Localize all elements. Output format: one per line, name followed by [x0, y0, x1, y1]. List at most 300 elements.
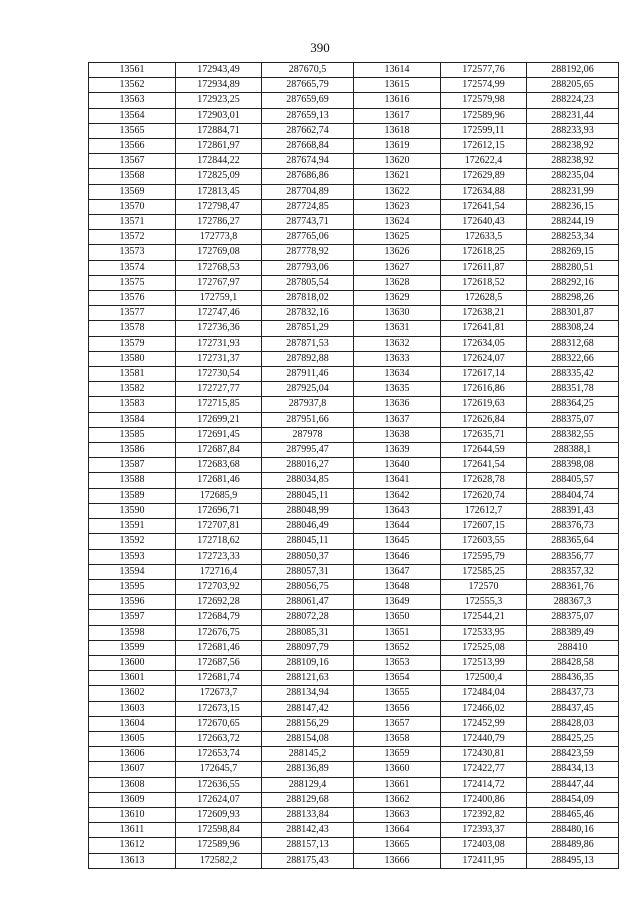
table-row	[89, 671, 619, 686]
table-cell-y-coordinate: 288388,1	[527, 443, 619, 458]
table-cell-x-coordinate: 172676,75	[176, 625, 262, 640]
table-row	[89, 534, 619, 549]
table-row	[89, 473, 619, 488]
table-cell-x-coordinate: 172609,93	[176, 807, 262, 822]
table-cell-point-number: 13662	[354, 792, 441, 807]
table-cell-x-coordinate: 172641,54	[441, 458, 527, 473]
table-cell-point-number: 13623	[354, 199, 441, 214]
table-cell-x-coordinate: 172638,21	[441, 306, 527, 321]
table-cell-x-coordinate: 172411,95	[441, 853, 527, 868]
table-cell-y-coordinate: 288231,44	[527, 108, 619, 123]
table-cell-y-coordinate: 288156,29	[262, 716, 354, 731]
table-cell-y-coordinate: 288231,99	[527, 184, 619, 199]
coordinates-table-body	[89, 63, 619, 869]
table-row	[89, 230, 619, 245]
table-cell-point-number: 13580	[89, 351, 176, 366]
table-cell-point-number: 13599	[89, 640, 176, 655]
table-cell-x-coordinate: 172422,77	[441, 762, 527, 777]
table-cell-y-coordinate: 288356,77	[527, 549, 619, 564]
table-cell-point-number: 13611	[89, 823, 176, 838]
table-cell-point-number: 13579	[89, 336, 176, 351]
table-cell-point-number: 13568	[89, 169, 176, 184]
table-cell-x-coordinate: 172620,74	[441, 488, 527, 503]
table-cell-x-coordinate: 172607,15	[441, 519, 527, 534]
table-cell-x-coordinate: 172640,43	[441, 215, 527, 230]
table-cell-point-number: 13654	[354, 671, 441, 686]
table-cell-y-coordinate: 288301,87	[527, 306, 619, 321]
table-cell-y-coordinate: 288072,28	[262, 610, 354, 625]
table-cell-point-number: 13651	[354, 625, 441, 640]
table-cell-y-coordinate: 288404,74	[527, 488, 619, 503]
table-cell-point-number: 13570	[89, 199, 176, 214]
table-cell-point-number: 13561	[89, 63, 176, 78]
table-cell-y-coordinate: 288235,04	[527, 169, 619, 184]
table-cell-x-coordinate: 172570	[441, 579, 527, 594]
table-cell-y-coordinate: 288357,32	[527, 564, 619, 579]
table-cell-x-coordinate: 172681,74	[176, 671, 262, 686]
table-cell-x-coordinate: 172612,7	[441, 503, 527, 518]
table-cell-x-coordinate: 172582,2	[176, 853, 262, 868]
table-row	[89, 169, 619, 184]
table-cell-y-coordinate: 288280,51	[527, 260, 619, 275]
table-cell-y-coordinate: 287851,29	[262, 321, 354, 336]
table-row	[89, 154, 619, 169]
table-cell-y-coordinate: 288391,43	[527, 503, 619, 518]
table-cell-point-number: 13569	[89, 184, 176, 199]
coordinates-table	[88, 62, 619, 869]
table-cell-x-coordinate: 172634,88	[441, 184, 527, 199]
table-cell-x-coordinate: 172599,11	[441, 123, 527, 138]
table-cell-point-number: 13652	[354, 640, 441, 655]
table-cell-point-number: 13605	[89, 731, 176, 746]
table-cell-point-number: 13649	[354, 595, 441, 610]
table-cell-x-coordinate: 172825,09	[176, 169, 262, 184]
table-cell-y-coordinate: 288367,3	[527, 595, 619, 610]
table-cell-x-coordinate: 172500,4	[441, 671, 527, 686]
table-row	[89, 610, 619, 625]
table-cell-y-coordinate: 287995,47	[262, 443, 354, 458]
table-cell-x-coordinate: 172934,89	[176, 78, 262, 93]
table-cell-y-coordinate: 288428,58	[527, 655, 619, 670]
table-cell-point-number: 13615	[354, 78, 441, 93]
table-cell-x-coordinate: 172670,65	[176, 716, 262, 731]
table-cell-y-coordinate: 288425,25	[527, 731, 619, 746]
table-cell-y-coordinate: 288465,46	[527, 807, 619, 822]
table-cell-x-coordinate: 172612,15	[441, 139, 527, 154]
table-cell-point-number: 13606	[89, 747, 176, 762]
table-cell-point-number: 13621	[354, 169, 441, 184]
table-cell-y-coordinate: 287743,71	[262, 215, 354, 230]
table-cell-y-coordinate: 288335,42	[527, 367, 619, 382]
table-cell-x-coordinate: 172653,74	[176, 747, 262, 762]
table-row	[89, 108, 619, 123]
table-cell-x-coordinate: 172687,84	[176, 443, 262, 458]
table-cell-x-coordinate: 172628,5	[441, 291, 527, 306]
table-cell-x-coordinate: 172884,71	[176, 123, 262, 138]
table-cell-point-number: 13641	[354, 473, 441, 488]
table-cell-x-coordinate: 172727,77	[176, 382, 262, 397]
table-cell-point-number: 13620	[354, 154, 441, 169]
table-cell-x-coordinate: 172589,96	[176, 838, 262, 853]
table-cell-y-coordinate: 288361,76	[527, 579, 619, 594]
table-cell-point-number: 13581	[89, 367, 176, 382]
table-cell-point-number: 13663	[354, 807, 441, 822]
table-row	[89, 701, 619, 716]
table-row	[89, 716, 619, 731]
table-row	[89, 351, 619, 366]
table-cell-y-coordinate: 288147,42	[262, 701, 354, 716]
table-cell-point-number: 13565	[89, 123, 176, 138]
table-cell-x-coordinate: 172736,36	[176, 321, 262, 336]
table-row	[89, 686, 619, 701]
table-cell-point-number: 13640	[354, 458, 441, 473]
table-cell-point-number: 13636	[354, 397, 441, 412]
table-cell-y-coordinate: 288045,11	[262, 488, 354, 503]
table-cell-x-coordinate: 172629,89	[441, 169, 527, 184]
table-cell-point-number: 13574	[89, 260, 176, 275]
table-cell-x-coordinate: 172681,46	[176, 640, 262, 655]
table-cell-y-coordinate: 288085,31	[262, 625, 354, 640]
table-cell-y-coordinate: 288175,43	[262, 853, 354, 868]
table-cell-y-coordinate: 287818,02	[262, 291, 354, 306]
table-cell-point-number: 13575	[89, 275, 176, 290]
table-cell-y-coordinate: 288398,08	[527, 458, 619, 473]
table-cell-x-coordinate: 172533,95	[441, 625, 527, 640]
table-cell-x-coordinate: 172723,33	[176, 549, 262, 564]
table-cell-point-number: 13582	[89, 382, 176, 397]
table-row	[89, 336, 619, 351]
table-cell-point-number: 13647	[354, 564, 441, 579]
table-cell-x-coordinate: 172687,56	[176, 655, 262, 670]
table-cell-y-coordinate: 288109,16	[262, 655, 354, 670]
table-cell-x-coordinate: 172622,4	[441, 154, 527, 169]
table-cell-y-coordinate: 287978	[262, 427, 354, 442]
table-cell-y-coordinate: 288351,78	[527, 382, 619, 397]
table-cell-x-coordinate: 172696,71	[176, 503, 262, 518]
table-cell-y-coordinate: 288205,65	[527, 78, 619, 93]
table-cell-point-number: 13562	[89, 78, 176, 93]
table-cell-point-number: 13665	[354, 838, 441, 853]
table-cell-x-coordinate: 172452,99	[441, 716, 527, 731]
table-cell-x-coordinate: 172611,87	[441, 260, 527, 275]
table-cell-x-coordinate: 172718,62	[176, 534, 262, 549]
table-cell-y-coordinate: 287686,86	[262, 169, 354, 184]
table-cell-point-number: 13629	[354, 291, 441, 306]
table-row	[89, 306, 619, 321]
table-cell-y-coordinate: 287724,85	[262, 199, 354, 214]
table-row	[89, 382, 619, 397]
table-cell-y-coordinate: 288298,26	[527, 291, 619, 306]
table-cell-x-coordinate: 172577,76	[441, 63, 527, 78]
table-cell-x-coordinate: 172645,7	[176, 762, 262, 777]
table-cell-y-coordinate: 288016,27	[262, 458, 354, 473]
table-cell-x-coordinate: 172393,37	[441, 823, 527, 838]
table-cell-x-coordinate: 172618,52	[441, 275, 527, 290]
table-cell-y-coordinate: 288238,92	[527, 139, 619, 154]
table-row	[89, 640, 619, 655]
table-cell-x-coordinate: 172923,25	[176, 93, 262, 108]
table-cell-point-number: 13566	[89, 139, 176, 154]
table-cell-point-number: 13586	[89, 443, 176, 458]
table-cell-y-coordinate: 287892,88	[262, 351, 354, 366]
table-cell-y-coordinate: 288046,49	[262, 519, 354, 534]
table-cell-y-coordinate: 288154,08	[262, 731, 354, 746]
table-row	[89, 427, 619, 442]
table-row	[89, 519, 619, 534]
table-cell-y-coordinate: 288365,64	[527, 534, 619, 549]
table-cell-x-coordinate: 172617,14	[441, 367, 527, 382]
table-cell-x-coordinate: 172641,81	[441, 321, 527, 336]
table-cell-y-coordinate: 288375,07	[527, 412, 619, 427]
table-cell-y-coordinate: 288057,31	[262, 564, 354, 579]
table-cell-y-coordinate: 287911,46	[262, 367, 354, 382]
table-cell-point-number: 13634	[354, 367, 441, 382]
table-row	[89, 625, 619, 640]
table-cell-point-number: 13607	[89, 762, 176, 777]
table-cell-point-number: 13645	[354, 534, 441, 549]
table-cell-point-number: 13564	[89, 108, 176, 123]
table-row	[89, 458, 619, 473]
table-row	[89, 503, 619, 518]
table-cell-y-coordinate: 288253,34	[527, 230, 619, 245]
table-cell-x-coordinate: 172624,07	[441, 351, 527, 366]
table-row	[89, 245, 619, 260]
table-cell-x-coordinate: 172641,54	[441, 199, 527, 214]
table-cell-point-number: 13610	[89, 807, 176, 822]
table-row	[89, 63, 619, 78]
table-row	[89, 139, 619, 154]
table-row	[89, 564, 619, 579]
table-cell-point-number: 13628	[354, 275, 441, 290]
table-cell-x-coordinate: 172414,72	[441, 777, 527, 792]
table-cell-point-number: 13631	[354, 321, 441, 336]
table-cell-point-number: 13567	[89, 154, 176, 169]
table-cell-point-number: 13612	[89, 838, 176, 853]
table-cell-x-coordinate: 172626,84	[441, 412, 527, 427]
table-cell-x-coordinate: 172747,46	[176, 306, 262, 321]
table-cell-y-coordinate: 288097,79	[262, 640, 354, 655]
table-row	[89, 792, 619, 807]
table-cell-point-number: 13598	[89, 625, 176, 640]
table-cell-x-coordinate: 172685,9	[176, 488, 262, 503]
table-cell-x-coordinate: 172681,46	[176, 473, 262, 488]
table-cell-point-number: 13642	[354, 488, 441, 503]
table-cell-y-coordinate: 288389,49	[527, 625, 619, 640]
table-cell-y-coordinate: 288050,37	[262, 549, 354, 564]
table-cell-y-coordinate: 288269,15	[527, 245, 619, 260]
table-cell-x-coordinate: 172813,45	[176, 184, 262, 199]
table-cell-point-number: 13627	[354, 260, 441, 275]
table-cell-point-number: 13656	[354, 701, 441, 716]
table-cell-x-coordinate: 172903,01	[176, 108, 262, 123]
table-cell-point-number: 13604	[89, 716, 176, 731]
table-cell-x-coordinate: 172673,7	[176, 686, 262, 701]
table-cell-point-number: 13660	[354, 762, 441, 777]
table-cell-point-number: 13600	[89, 655, 176, 670]
table-row	[89, 731, 619, 746]
table-cell-point-number: 13601	[89, 671, 176, 686]
table-cell-y-coordinate: 287951,66	[262, 412, 354, 427]
table-cell-y-coordinate: 288322,66	[527, 351, 619, 366]
table-cell-point-number: 13590	[89, 503, 176, 518]
table-row	[89, 93, 619, 108]
table-cell-point-number: 13573	[89, 245, 176, 260]
table-cell-point-number: 13638	[354, 427, 441, 442]
table-cell-point-number: 13576	[89, 291, 176, 306]
table-cell-point-number: 13666	[354, 853, 441, 868]
table-cell-x-coordinate: 172598,84	[176, 823, 262, 838]
table-row	[89, 260, 619, 275]
table-cell-x-coordinate: 172603,55	[441, 534, 527, 549]
table-cell-point-number: 13637	[354, 412, 441, 427]
table-cell-y-coordinate: 287778,92	[262, 245, 354, 260]
table-cell-point-number: 13596	[89, 595, 176, 610]
table-cell-y-coordinate: 287674,94	[262, 154, 354, 169]
table-cell-point-number: 13617	[354, 108, 441, 123]
table-row	[89, 412, 619, 427]
table-cell-y-coordinate: 288056,75	[262, 579, 354, 594]
table-cell-point-number: 13571	[89, 215, 176, 230]
table-cell-y-coordinate: 288428,03	[527, 716, 619, 731]
table-cell-x-coordinate: 172730,54	[176, 367, 262, 382]
table-cell-x-coordinate: 172466,02	[441, 701, 527, 716]
table-cell-x-coordinate: 172440,79	[441, 731, 527, 746]
table-cell-x-coordinate: 172400,86	[441, 792, 527, 807]
table-cell-y-coordinate: 288375,07	[527, 610, 619, 625]
table-cell-y-coordinate: 288376,73	[527, 519, 619, 534]
table-cell-x-coordinate: 172943,49	[176, 63, 262, 78]
table-cell-x-coordinate: 172618,25	[441, 245, 527, 260]
table-cell-y-coordinate: 287937,8	[262, 397, 354, 412]
table-cell-x-coordinate: 172767,97	[176, 275, 262, 290]
table-cell-x-coordinate: 172544,21	[441, 610, 527, 625]
table-cell-y-coordinate: 288480,16	[527, 823, 619, 838]
table-cell-y-coordinate: 288495,13	[527, 853, 619, 868]
table-cell-y-coordinate: 288405,57	[527, 473, 619, 488]
table-cell-x-coordinate: 172683,68	[176, 458, 262, 473]
table-row	[89, 549, 619, 564]
table-row	[89, 853, 619, 868]
table-cell-x-coordinate: 172579,98	[441, 93, 527, 108]
table-cell-x-coordinate: 172715,85	[176, 397, 262, 412]
table-cell-y-coordinate: 288121,63	[262, 671, 354, 686]
table-cell-x-coordinate: 172773,8	[176, 230, 262, 245]
table-cell-y-coordinate: 287668,84	[262, 139, 354, 154]
table-cell-x-coordinate: 172585,25	[441, 564, 527, 579]
table-cell-point-number: 13648	[354, 579, 441, 594]
table-row	[89, 397, 619, 412]
table-cell-point-number: 13619	[354, 139, 441, 154]
table-row	[89, 367, 619, 382]
table-cell-y-coordinate: 288129,68	[262, 792, 354, 807]
table-cell-point-number: 13650	[354, 610, 441, 625]
table-cell-x-coordinate: 172574,99	[441, 78, 527, 93]
table-cell-y-coordinate: 287871,53	[262, 336, 354, 351]
table-cell-x-coordinate: 172798,47	[176, 199, 262, 214]
table-cell-y-coordinate: 288142,43	[262, 823, 354, 838]
table-row	[89, 443, 619, 458]
table-cell-point-number: 13609	[89, 792, 176, 807]
table-cell-y-coordinate: 288437,73	[527, 686, 619, 701]
table-cell-y-coordinate: 287805,54	[262, 275, 354, 290]
table-row	[89, 823, 619, 838]
table-cell-x-coordinate: 172484,04	[441, 686, 527, 701]
table-cell-x-coordinate: 172634,05	[441, 336, 527, 351]
table-cell-point-number: 13572	[89, 230, 176, 245]
table-cell-point-number: 13608	[89, 777, 176, 792]
table-cell-x-coordinate: 172861,97	[176, 139, 262, 154]
table-cell-x-coordinate: 172589,96	[441, 108, 527, 123]
table-cell-point-number: 13643	[354, 503, 441, 518]
table-cell-y-coordinate: 288364,25	[527, 397, 619, 412]
table-row	[89, 78, 619, 93]
table-cell-point-number: 13597	[89, 610, 176, 625]
table-cell-y-coordinate: 288423,59	[527, 747, 619, 762]
table-cell-point-number: 13639	[354, 443, 441, 458]
table-cell-point-number: 13655	[354, 686, 441, 701]
table-row	[89, 655, 619, 670]
table-row	[89, 579, 619, 594]
table-cell-y-coordinate: 288145,2	[262, 747, 354, 762]
table-cell-point-number: 13613	[89, 853, 176, 868]
table-cell-point-number: 13653	[354, 655, 441, 670]
table-cell-point-number: 13614	[354, 63, 441, 78]
table-cell-point-number: 13592	[89, 534, 176, 549]
table-cell-x-coordinate: 172628,78	[441, 473, 527, 488]
table-cell-y-coordinate: 288224,23	[527, 93, 619, 108]
table-cell-x-coordinate: 172707,81	[176, 519, 262, 534]
table-cell-point-number: 13593	[89, 549, 176, 564]
table-row	[89, 291, 619, 306]
table-cell-y-coordinate: 287659,69	[262, 93, 354, 108]
table-cell-y-coordinate: 288436,35	[527, 671, 619, 686]
table-cell-x-coordinate: 172513,99	[441, 655, 527, 670]
table-cell-x-coordinate: 172786,27	[176, 215, 262, 230]
table-cell-y-coordinate: 288129,4	[262, 777, 354, 792]
table-cell-point-number: 13644	[354, 519, 441, 534]
table-row	[89, 321, 619, 336]
table-cell-y-coordinate: 288192,06	[527, 63, 619, 78]
table-cell-x-coordinate: 172525,08	[441, 640, 527, 655]
table-cell-x-coordinate: 172768,53	[176, 260, 262, 275]
table-cell-y-coordinate: 287793,06	[262, 260, 354, 275]
table-cell-y-coordinate: 288454,09	[527, 792, 619, 807]
table-cell-point-number: 13618	[354, 123, 441, 138]
table-cell-point-number: 13664	[354, 823, 441, 838]
table-row	[89, 595, 619, 610]
table-cell-point-number: 13661	[354, 777, 441, 792]
table-cell-y-coordinate: 288045,11	[262, 534, 354, 549]
table-cell-point-number: 13603	[89, 701, 176, 716]
table-cell-x-coordinate: 172692,28	[176, 595, 262, 610]
table-cell-point-number: 13632	[354, 336, 441, 351]
table-cell-point-number: 13659	[354, 747, 441, 762]
table-cell-point-number: 13584	[89, 412, 176, 427]
table-row	[89, 184, 619, 199]
page-number: 390	[310, 40, 330, 55]
table-cell-x-coordinate: 172430,81	[441, 747, 527, 762]
table-cell-x-coordinate: 172616,86	[441, 382, 527, 397]
table-cell-point-number: 13658	[354, 731, 441, 746]
table-cell-x-coordinate: 172663,72	[176, 731, 262, 746]
table-cell-x-coordinate: 172703,92	[176, 579, 262, 594]
table-cell-y-coordinate: 288292,16	[527, 275, 619, 290]
table-cell-y-coordinate: 288136,89	[262, 762, 354, 777]
table-row	[89, 215, 619, 230]
table-cell-x-coordinate: 172673,15	[176, 701, 262, 716]
table-cell-y-coordinate: 288308,24	[527, 321, 619, 336]
table-cell-x-coordinate: 172624,07	[176, 792, 262, 807]
